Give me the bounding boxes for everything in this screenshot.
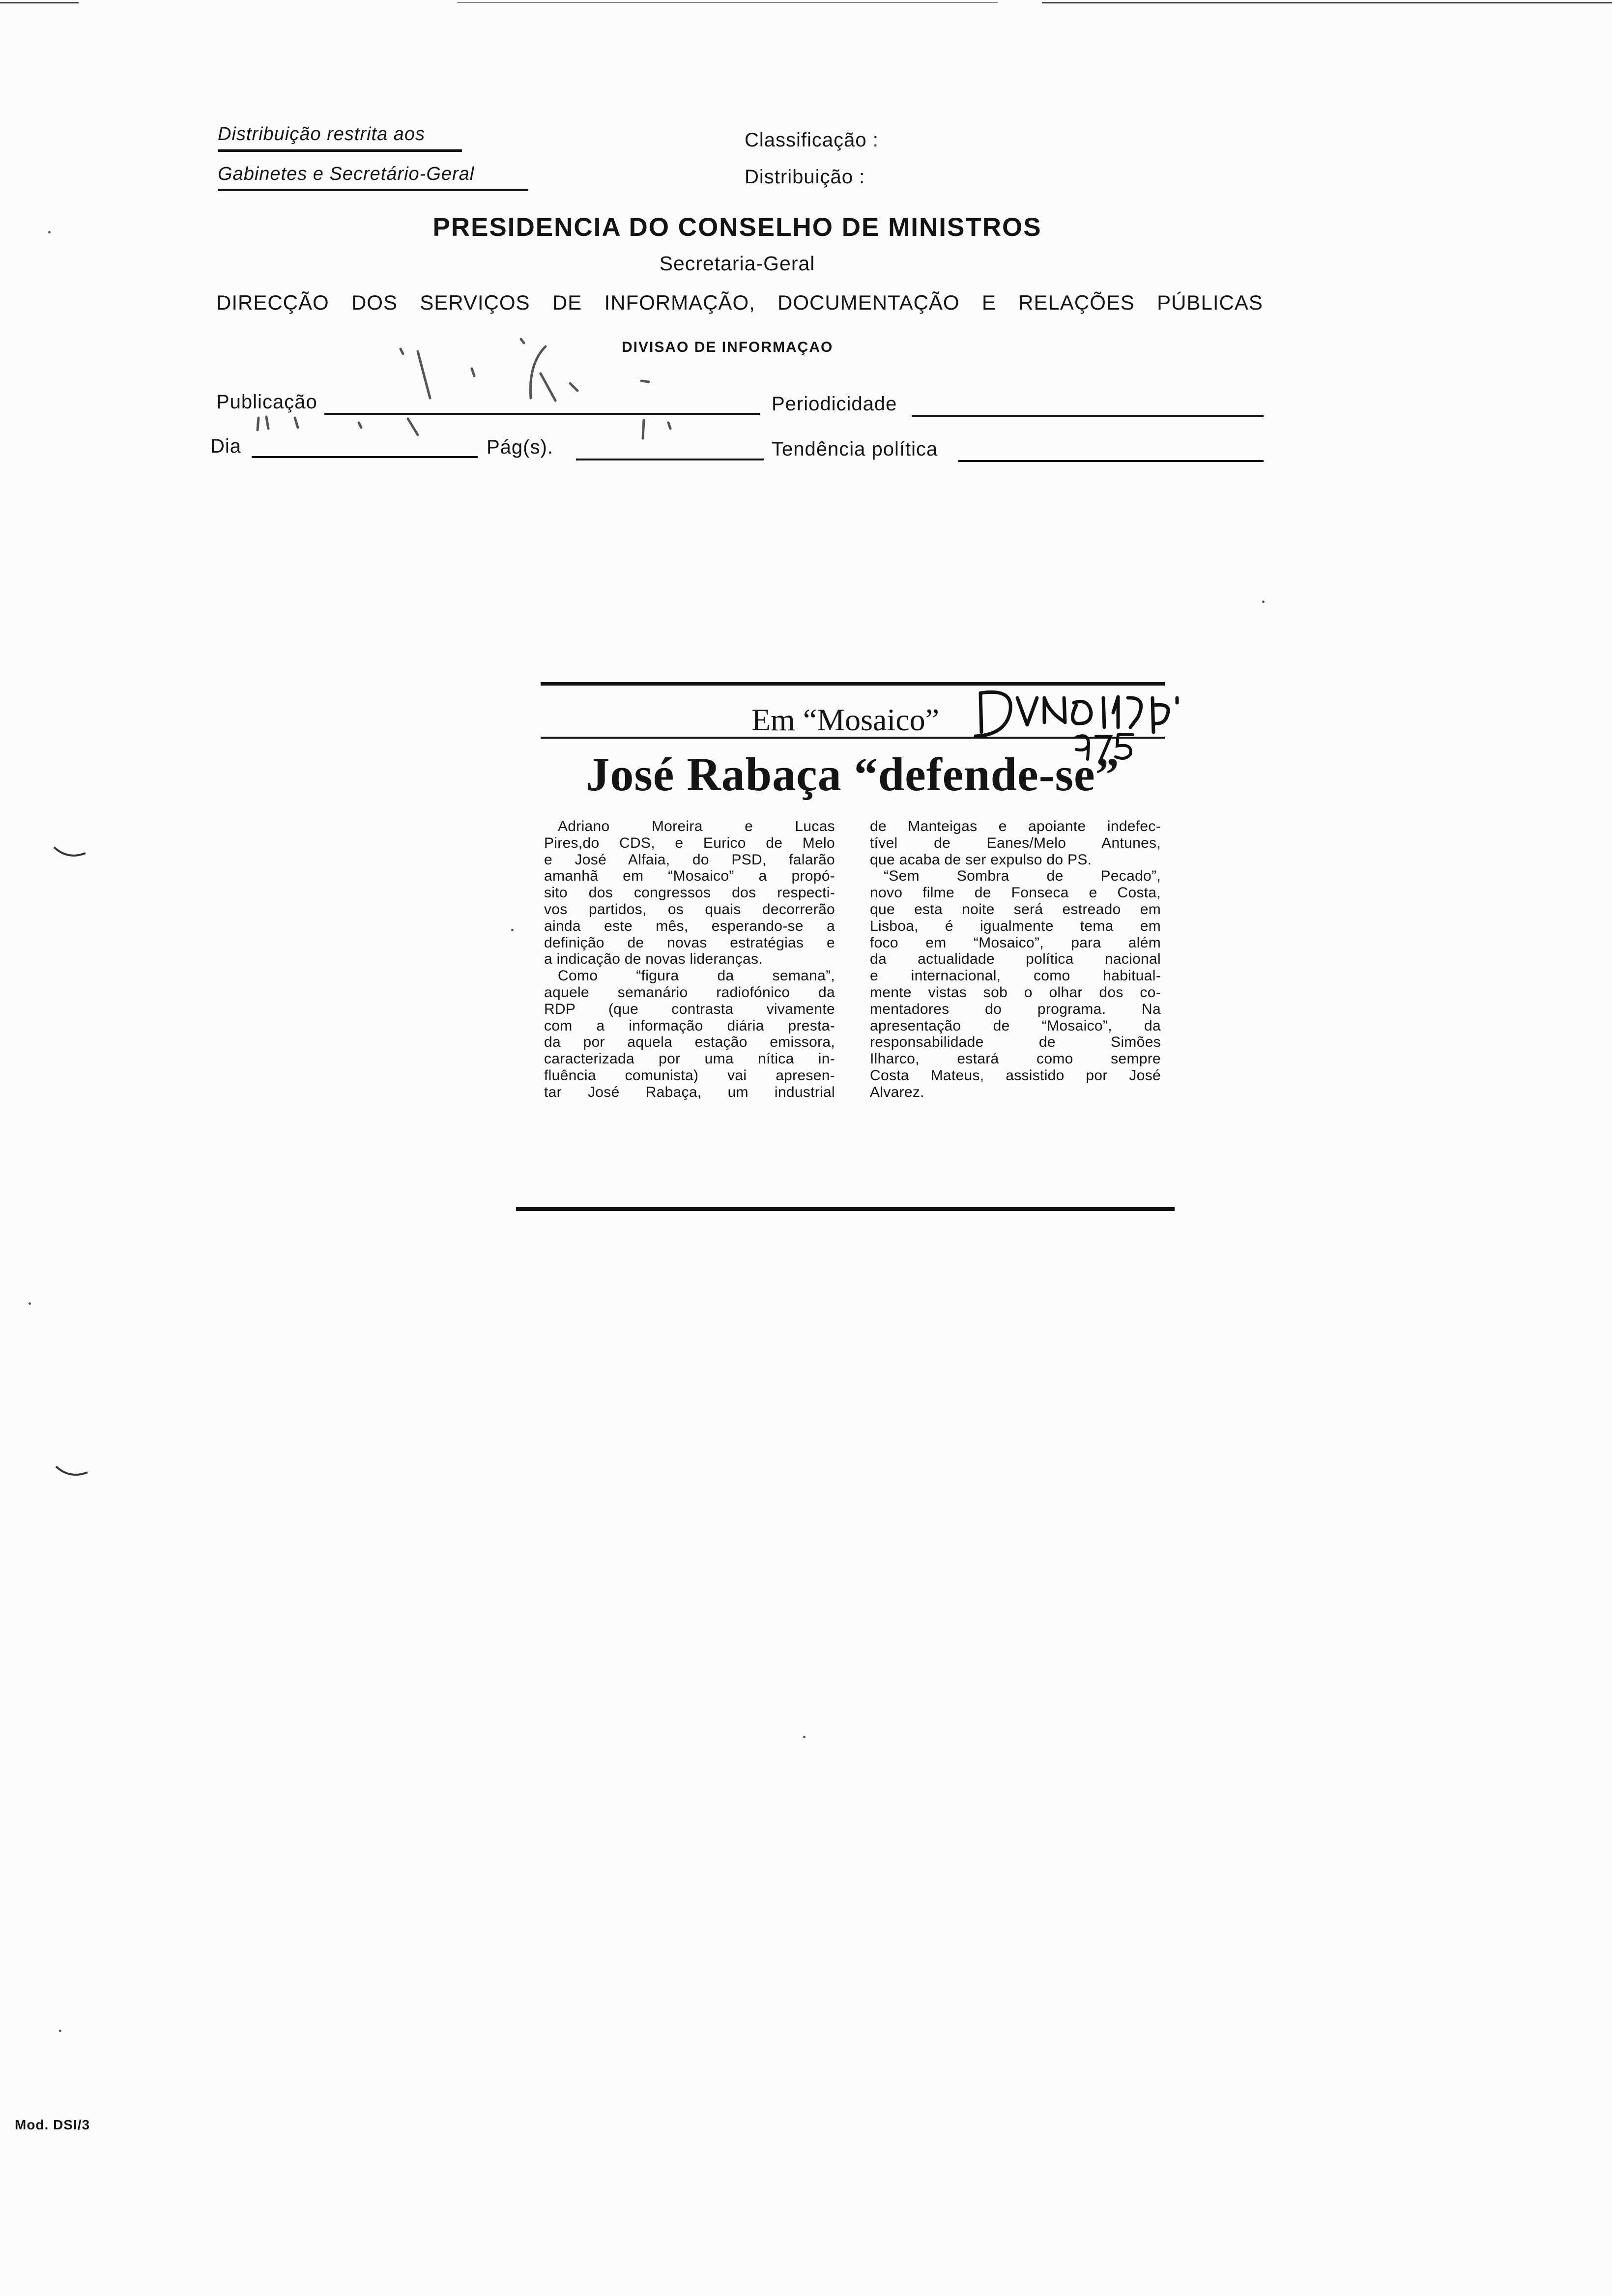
article-line: definição de novas estratégias e [544, 934, 835, 951]
direccao-word: DIRECÇÃO [216, 291, 329, 314]
periodicidade-field-line [912, 415, 1264, 417]
faint-stamp-marks [256, 324, 747, 472]
article-line: fluência comunista) vai apresen- [544, 1067, 835, 1084]
article-line: “Sem Sombra de Pecado”, [884, 868, 1161, 885]
tendencia-field-line [958, 460, 1264, 462]
clipping-column-right [870, 818, 1161, 1101]
article-line: ainda este mês, esperando-se a [544, 918, 835, 934]
scan-speck [511, 929, 514, 931]
periodicidade-label: Periodicidade [772, 393, 897, 415]
article-line: caracterizada por uma nítica in- [544, 1051, 835, 1067]
article-line: Alvarez. [870, 1084, 924, 1100]
direccao-word: PÚBLICAS [1157, 291, 1263, 314]
direccao-word: SERVIÇOS [420, 291, 530, 314]
article-line: apresentação de “Mosaico”, da [870, 1017, 1161, 1034]
clipping-bottom-rule [516, 1207, 1175, 1211]
article-line: Adriano Moreira e Lucas [558, 818, 835, 834]
scan-mark [55, 1464, 89, 1479]
article-line: da actualidade política nacional [870, 951, 1161, 968]
distribution-note-underline [218, 189, 528, 191]
direccao-word: RELAÇÕES [1018, 291, 1135, 314]
direccao-word: E [981, 291, 996, 314]
clipping-column-left [544, 818, 835, 1101]
article-line: aquele semanário radiofónico da [544, 984, 835, 1001]
scan-mark [53, 845, 87, 860]
article-line: de Manteigas e apoiante indefec- [870, 818, 1161, 834]
article-line: Pires,do CDS, e Eurico de Melo [544, 834, 835, 851]
clipping-headline: José Rabaça “defende-se” [586, 748, 1120, 801]
article-line: e internacional, como habitual- [870, 968, 1161, 984]
scan-speck [48, 231, 51, 233]
article-line: Lisboa, é igualmente tema em [870, 918, 1161, 934]
article-line: mentadores do programa. Na [870, 1001, 1161, 1017]
distribution-note-line1: Distribuição restrita aos [218, 124, 426, 144]
article-line: Ilharco, estará como sempre [870, 1051, 1161, 1067]
direccao-word: DE [552, 291, 582, 314]
direccao-word: INFORMAÇÃO, [604, 291, 755, 314]
form-code: Mod. DSI/3 [15, 2117, 90, 2132]
article-line: amanhã em “Mosaico” a propó- [544, 868, 835, 885]
scan-edge-line [457, 2, 998, 3]
article-line: a indicação de novas lideranças. [544, 951, 763, 968]
article-line: e José Alfaia, do PSD, falarão [544, 851, 835, 868]
article-line: vos partidos, os quais decorrerão [544, 901, 835, 918]
article-line: Como “figura da semana”, [558, 968, 835, 984]
article-line: sito dos congressos dos respecti- [544, 885, 835, 901]
article-line: mente vistas sob o olhar dos co- [870, 984, 1161, 1001]
organization-subtitle: Secretaria-Geral [659, 252, 815, 275]
article-line: Costa Mateus, assistido por José [870, 1067, 1161, 1084]
pags-label: Pág(s). [487, 436, 553, 458]
article-line: tível de Eanes/Melo Antunes, [870, 834, 1161, 851]
organization-title: PRESIDENCIA DO CONSELHO DE MINISTROS [432, 213, 1042, 242]
scan-speck [803, 1736, 806, 1738]
direccao-word: DOCUMENTAÇÃO [777, 291, 960, 314]
dia-label: Dia [210, 435, 242, 457]
direccao-heading [216, 291, 1263, 315]
distribution-note-line2: Gabinetes e Secretário-Geral [218, 164, 475, 184]
distribuicao-label: Distribuição : [745, 166, 865, 188]
article-line: novo filme de Fonseca e Costa, [870, 885, 1161, 901]
article-line: responsabilidade de Simões [870, 1034, 1161, 1051]
article-line: RDP (que contrasta vivamente [544, 1001, 835, 1017]
article-line: da por aquela estação emissora, [544, 1034, 835, 1051]
tendencia-label: Tendência política [772, 438, 938, 460]
article-line: que acaba de ser expulso do PS. [870, 851, 1092, 868]
article-line: tar José Rabaça, um industrial [544, 1084, 835, 1100]
scan-edge-line [0, 2, 79, 3]
publicacao-label: Publicação [216, 391, 317, 413]
clipping-kicker: Em “Mosaico” [751, 702, 940, 737]
article-line: que esta noite será estreado em [870, 901, 1161, 918]
article-line: foco em “Mosaico”, para além [870, 934, 1161, 951]
scan-edge-line [1042, 2, 1612, 3]
distribution-note-underline [218, 149, 462, 152]
divisao-label: DIVISAO DE INFORMAÇAO [622, 339, 834, 355]
classificacao-label: Classificação : [745, 129, 879, 151]
direccao-word: DOS [351, 291, 398, 314]
scan-speck [1262, 601, 1265, 603]
scan-speck [59, 2030, 61, 2032]
article-line: com a informação diária presta- [544, 1017, 835, 1034]
scan-speck [29, 1302, 31, 1305]
